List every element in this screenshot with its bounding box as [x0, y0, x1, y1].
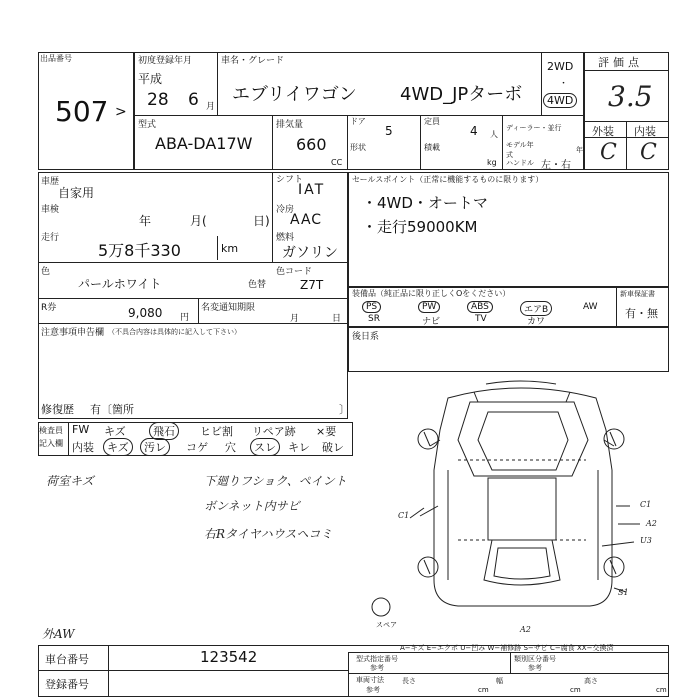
model-year-label: モデル年式 [506, 141, 534, 159]
equip-airbag: エアB [520, 301, 552, 316]
usage-label: 車歴 [41, 177, 60, 187]
mark-u3: U3 [640, 536, 652, 545]
shaken-month: 月( [190, 214, 207, 228]
inspector-label-2: 記入欄 [39, 439, 63, 448]
size-label: 車両寸法 [356, 676, 384, 684]
capacity: 4 [470, 124, 478, 138]
color: パールホワイト [78, 277, 162, 291]
shaken-label: 車検 [41, 205, 60, 215]
dealer-label: ディーラー・並行 [506, 124, 562, 132]
km-unit: km [221, 242, 239, 255]
int-yabure: 破レ [322, 441, 344, 454]
first-reg-label: 初度登録年月 [138, 56, 193, 66]
exterior-label: 外装 [592, 125, 614, 138]
ac-label: 冷房 [276, 205, 295, 215]
drive-dot: ・ [559, 79, 569, 89]
size-height: 高さ [584, 677, 598, 685]
kg-unit: kg [487, 158, 497, 167]
month-unit: 月 [206, 102, 216, 112]
name-grade-label: 車名・グレード [221, 56, 285, 66]
size-length: 長さ [402, 677, 416, 685]
grade: 4WD_JPターボ [400, 84, 523, 105]
interior-label-row: 内装 [72, 441, 94, 454]
shaken-year: 年 [139, 214, 152, 228]
repair-value: 有〔箇所 [90, 403, 134, 416]
chassis-number: 123542 [200, 648, 258, 666]
mark-c1-right: C1 [640, 500, 652, 509]
equip-abs: ABS [467, 301, 493, 313]
mileage: 5万8千330 [98, 241, 181, 260]
interior-grade: C [640, 140, 657, 165]
equip-ps: PS [362, 301, 381, 313]
reg-label: 登録番号 [45, 678, 89, 691]
spare-label: スペア [376, 621, 397, 629]
damage-legend: A−キズ E−エクボ U−凹み W−補修跡 S−サビ C−腐食 XX−交換済 [400, 644, 614, 652]
fuel-label: 燃料 [276, 233, 295, 243]
class-label: 類別区分番号 [514, 655, 556, 663]
note-cargo: 荷室キズ [46, 474, 94, 488]
shift: IAT [298, 182, 326, 198]
fw-youkou: ×要 [316, 425, 337, 438]
interior-label: 内装 [634, 125, 656, 138]
yen-unit: 円 [180, 313, 190, 323]
fw-repair: リペア跡 [252, 425, 296, 438]
drive-4wd: 4WD [543, 93, 577, 108]
int-sure: スレ [250, 438, 280, 456]
venue-label: 出品番号 [40, 54, 72, 63]
note-aw: 外AW [42, 627, 75, 641]
sales-point-1: ・4WD・オートマ [362, 194, 488, 212]
color-label: 色 [41, 267, 51, 277]
door-label: ドア [350, 117, 366, 126]
equip-leather: カワ [527, 317, 546, 327]
displacement-label: 排気量 [276, 120, 304, 130]
lot-arrow: > [115, 104, 127, 120]
color-change-label: 色替 [248, 280, 267, 290]
cc-unit: CC [331, 158, 343, 167]
capacity-label: 定員 [424, 117, 440, 126]
equip-sr: SR [368, 314, 380, 324]
size-length-cm: cm [478, 686, 489, 694]
recycle-label: R券 [41, 303, 57, 313]
exterior-grade: C [600, 140, 617, 165]
fw-label: FW [72, 423, 90, 436]
load-label: 積載 [424, 143, 440, 152]
drive-2wd: 2WD [547, 60, 574, 73]
inspector-label-1: 検査員 [39, 426, 63, 435]
model-label: 型式 [138, 120, 157, 130]
type-cert-label: 型式指定番号 [356, 655, 398, 663]
shaken-day: 日) [253, 214, 270, 228]
equip-tv: TV [475, 314, 487, 324]
model: ABA-DA17W [155, 134, 253, 153]
equipment-label: 装備品（純正品に限り正しくOをください） [352, 289, 511, 298]
size-ref: 参考 [366, 686, 380, 694]
displacement: 660 [296, 135, 327, 154]
usage: 自家用 [58, 186, 95, 200]
equip-aw: AW [583, 302, 598, 312]
int-kire: キレ [288, 441, 310, 454]
deadline-label: 名変通知期限 [201, 303, 256, 313]
type-cert-ref: 参考 [370, 664, 384, 672]
mark-s1: S1 [618, 588, 629, 597]
capacity-unit: 人 [490, 130, 498, 139]
mark-c1-left: C1 [398, 511, 410, 520]
sales-point-2: ・走行59000KM [362, 218, 478, 236]
mileage-label: 走行 [41, 233, 60, 243]
caution-label: 注意事項申告欄 [41, 328, 105, 338]
note-tirehouse: 右Rタイヤハウスヘコミ [204, 527, 333, 541]
int-yogore: 汚レ [140, 438, 170, 456]
lot-number: 507 [55, 95, 109, 128]
model-year-unit: 年 [576, 146, 583, 154]
size-width-cm: cm [570, 686, 581, 694]
rating-score: 3.5 [608, 80, 653, 113]
color-code: Z7T [300, 278, 324, 292]
equip-pw: PW [418, 301, 440, 313]
equip-navi: ナビ [422, 317, 441, 327]
note-under: 下廻りフショク、ペイント [204, 474, 347, 488]
new-warranty: 有・無 [625, 307, 658, 320]
rear-seat-label: 後日系 [352, 332, 380, 342]
fw-kizu: キズ [104, 425, 126, 438]
doors: 5 [385, 124, 393, 138]
int-ana: 穴 [225, 441, 236, 454]
color-code-label: 色コード [276, 267, 313, 277]
deadline-month: 月 [290, 314, 300, 324]
reg-month: 6 [188, 90, 199, 110]
chassis-label: 車台番号 [45, 653, 89, 666]
repair-close: 〕 [339, 403, 350, 416]
repair-label: 修復歴 [41, 403, 74, 416]
sales-label: セールスポイント（正常に機能するものに限ります） [352, 175, 544, 184]
shift-label: シフト [276, 175, 304, 185]
size-width: 幅 [496, 677, 503, 685]
fw-hibi: ヒビ割 [200, 425, 233, 438]
size-height-cm: cm [656, 686, 667, 694]
int-koge: コゲ [186, 441, 208, 454]
new-warranty-label: 新車保証書 [620, 290, 655, 298]
note-bonnet: ボンネット内サビ [204, 499, 300, 513]
handle: 左・右 [541, 160, 571, 171]
mark-a2-rear: A2 [520, 625, 531, 634]
caution-sub: （不具合内容は具体的に記入して下さい） [108, 328, 241, 336]
handle-label: ハンドル [506, 159, 534, 167]
fw-tobiishi: 飛石 [149, 422, 179, 440]
int-kizu: キズ [103, 438, 133, 456]
recycle: 9,080 [128, 306, 163, 320]
car-name: エブリイワゴン [232, 84, 357, 105]
ac: AAC [290, 212, 323, 228]
era: 平成 [138, 72, 163, 86]
deadline-day: 日 [332, 314, 342, 324]
fuel: ガソリン [282, 245, 338, 261]
shape-label: 形状 [350, 143, 366, 152]
reg-year: 28 [147, 90, 169, 110]
mark-a2-right: A2 [646, 519, 657, 528]
class-ref: 参考 [528, 664, 542, 672]
rating-label: 評価点 [598, 56, 643, 69]
